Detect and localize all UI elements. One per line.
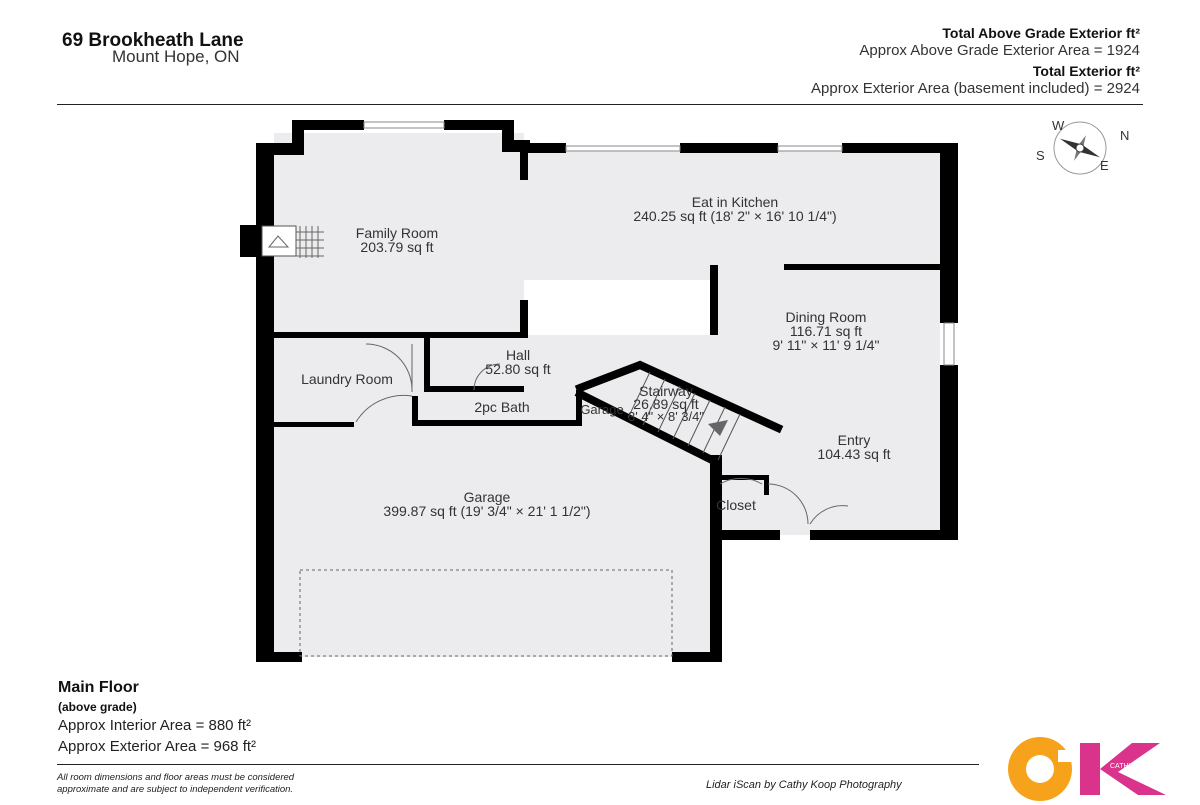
disclaimer-line-1: All room dimensions and floor areas must be considered <box>57 772 295 783</box>
footer-divider <box>57 764 979 765</box>
logo-tagline: CATHY KOOP <box>1110 763 1156 770</box>
room-area-family: 203.79 sq ft <box>360 239 434 255</box>
room-dims-dining: 9' 11" × 11' 9 1/4" <box>772 337 880 353</box>
address-street: 69 Brookheath Lane <box>62 30 244 51</box>
room-area-kitchen: 240.25 sq ft (18' 2" × 16' 10 1/4") <box>633 208 837 224</box>
compass-s: S <box>1036 148 1045 163</box>
floor-fill <box>274 133 940 657</box>
room-dims-stairway: 3' 4" × 8' 3/4" <box>628 409 704 424</box>
compass-icon <box>1036 118 1129 174</box>
floor-exterior-area: Approx Exterior Area = 968 ft² <box>58 738 257 755</box>
room-area-dining: 116.71 sq ft <box>789 323 863 339</box>
photo-credit: Lidar iScan by Cathy Koop Photography <box>706 779 902 791</box>
room-area-stairway: 26.89 sq ft <box>633 396 699 412</box>
room-area-entry: 104.43 sq ft <box>817 446 891 462</box>
room-name-closet: Closet <box>716 497 756 513</box>
compass-e: E <box>1100 158 1109 173</box>
disclaimer <box>57 772 417 796</box>
logo-icon <box>1008 737 1166 801</box>
room-name-stairway: Stairway <box>639 383 693 399</box>
room-name-family: Family Room <box>355 225 439 241</box>
address-city: Mount Hope, ON <box>112 47 240 66</box>
room-name-hall: Hall <box>505 347 531 363</box>
total-above-grade-heading: Total Above Grade Exterior ft² <box>942 25 1140 41</box>
total-exterior-value: Approx Exterior Area (basement included) = 2924 <box>811 80 1140 97</box>
room-name-entry: Entry <box>837 432 871 448</box>
room-area-garage: 399.87 sq ft (19' 3/4" × 21' 1 1/2") <box>383 503 591 519</box>
disclaimer-line-2: approximate and are subject to independent verification. <box>57 784 294 795</box>
floor-interior-area: Approx Interior Area = 880 ft² <box>58 717 252 734</box>
room-name-garage: Garage <box>463 489 511 505</box>
floor-subtitle: (above grade) <box>58 700 137 714</box>
room-name-bath: 2pc Bath <box>474 399 530 415</box>
room-name-kitchen: Eat in Kitchen <box>691 194 779 210</box>
room-name-dining: Dining Room <box>785 309 867 325</box>
total-above-grade-value: Approx Above Grade Exterior Area = 1924 <box>859 42 1140 59</box>
compass-w: W <box>1052 118 1065 133</box>
room-name-garage-small: Garage <box>580 402 624 417</box>
floor-title: Main Floor <box>58 679 139 696</box>
room-area-hall: 52.80 sq ft <box>485 361 551 377</box>
total-exterior-heading: Total Exterior ft² <box>1032 63 1140 79</box>
compass-n: N <box>1120 128 1130 143</box>
room-name-laundry: Laundry Room <box>301 371 393 387</box>
